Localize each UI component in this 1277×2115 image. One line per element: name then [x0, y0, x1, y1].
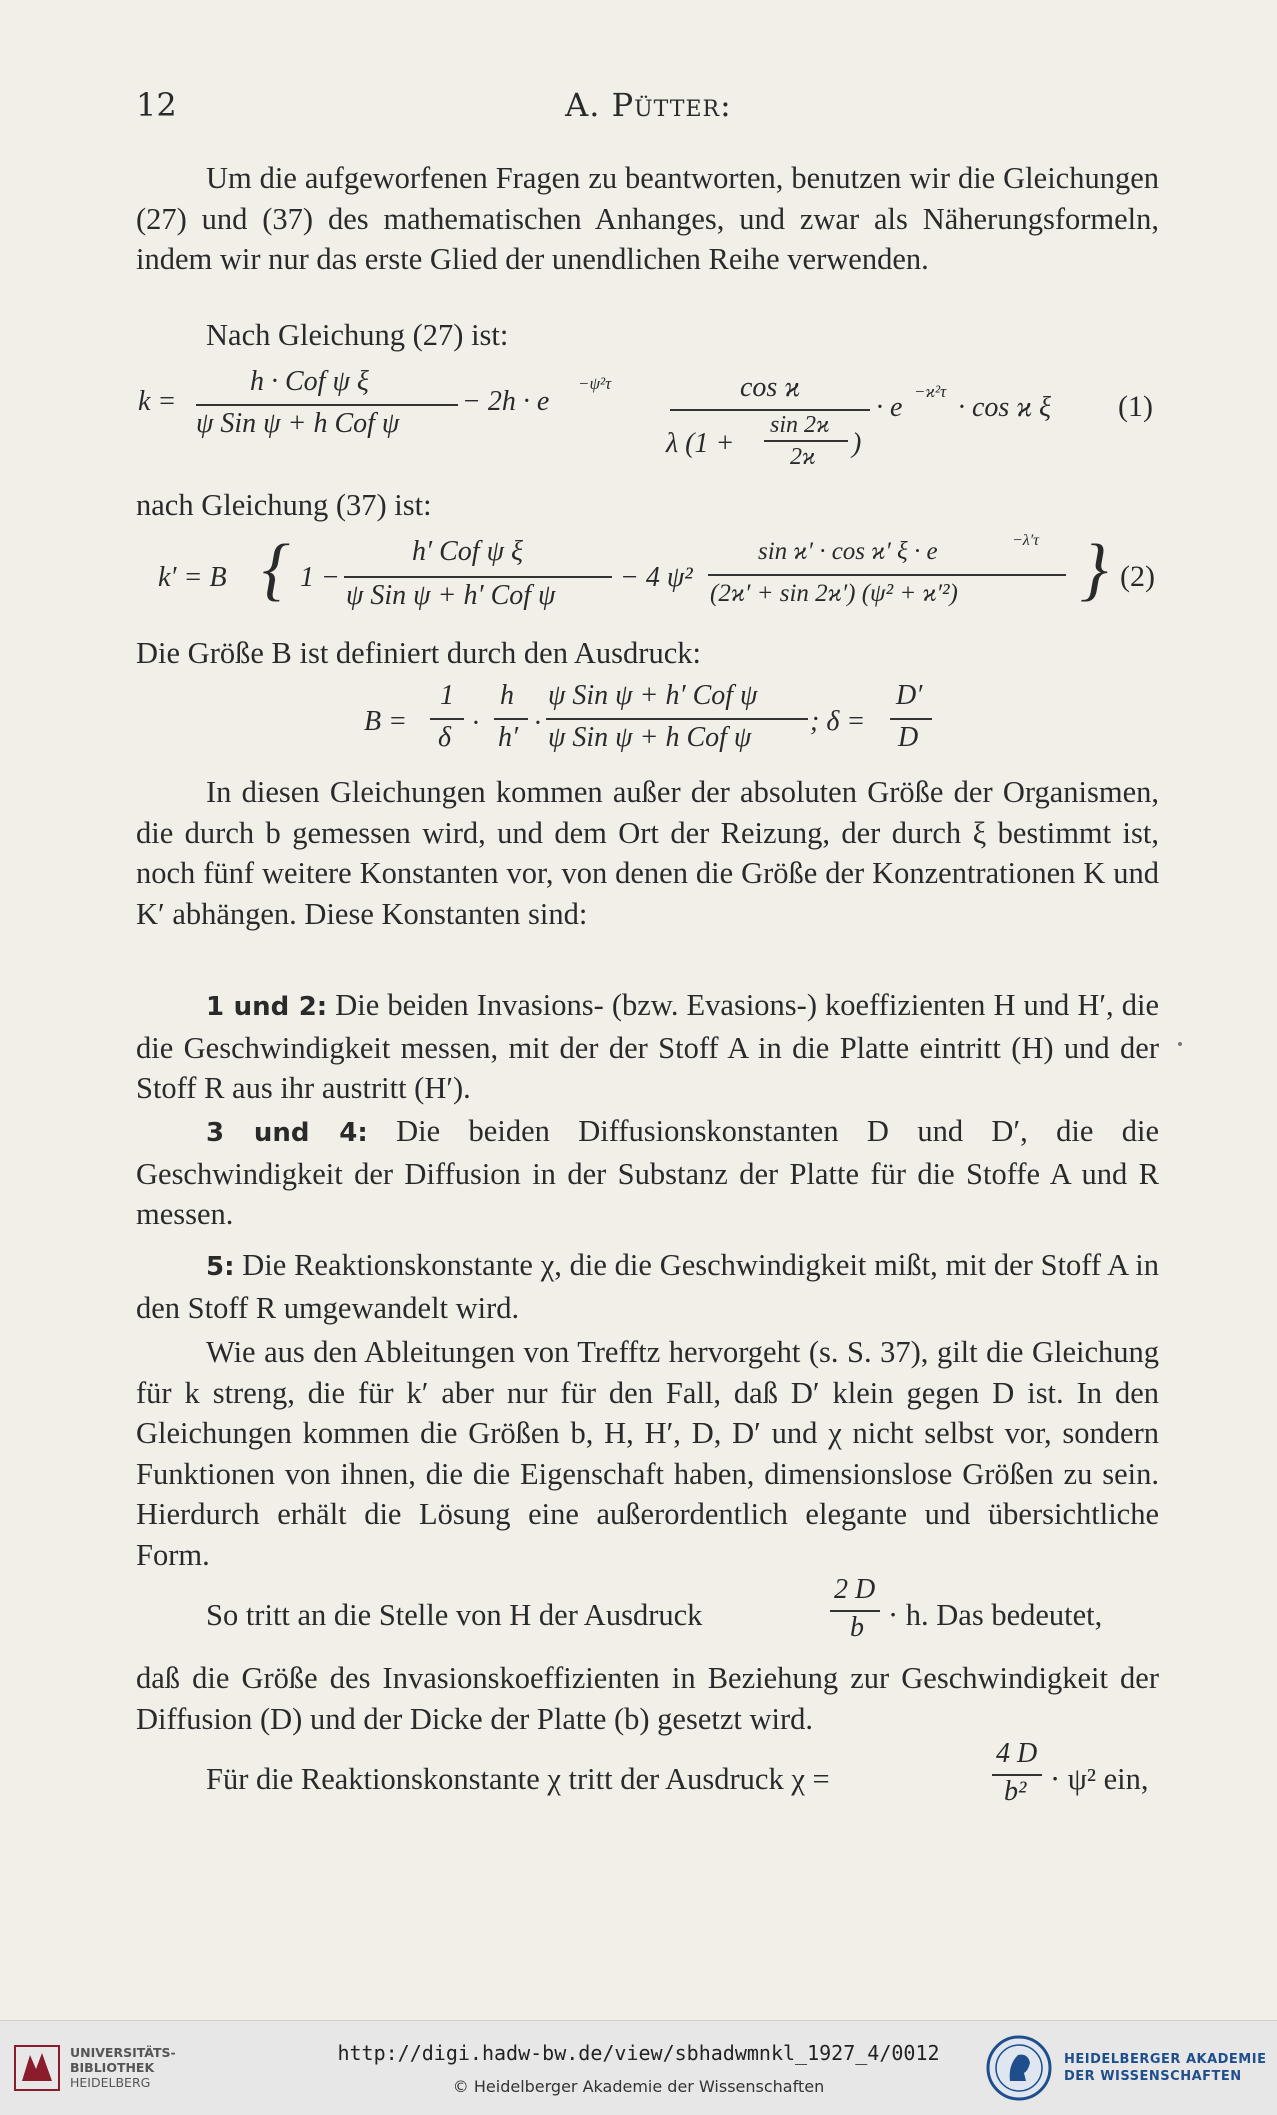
paragraph-gleichung-27: Nach Gleichung (27) ist: [206, 318, 509, 352]
university-line-2: BIBLIOTHEK [70, 2060, 155, 2075]
eq1-den2-den: 2ϰ [790, 444, 816, 470]
eq2-lhs: k′ = B [158, 562, 227, 593]
list-item-text: Die beiden Invasions- (bzw. Evasions-) koeffizienten H und H′, die die Geschwindigkeit messen, mit der der Stoff A in die Platte eintritt (H) und der Stoff R aus ihr austritt (H′). [136, 988, 1159, 1105]
paragraph-H-tail: · h. Das bedeutet, [888, 1598, 1103, 1632]
eq1-mid-exponent: −ψ²τ [578, 374, 612, 393]
frac-chi-denominator: b² [1004, 1776, 1027, 1807]
paragraph-definition-B: Die Größe B ist definiert durch den Ausdruck: [136, 636, 701, 670]
eq1-lhs: k = [138, 386, 177, 417]
academy-name [1064, 2051, 1266, 2085]
equation-number-1: (1) [1118, 390, 1153, 423]
eqB-num2: h [500, 680, 514, 711]
academy-line-2: DER WISSENSCHAFTEN [1064, 2069, 1242, 2084]
eqB-fraction-bar-3 [546, 718, 808, 720]
eq2-den1: ψ Sin ψ + h′ Cof ψ [346, 580, 556, 611]
eqB-dot-1: · [472, 708, 479, 739]
eqB-fraction-bar-2 [494, 718, 528, 720]
eq2-right-brace: } [1080, 531, 1108, 608]
eq1-tail: · e [876, 392, 903, 423]
paragraph-chi-lead: Für die Reaktionskonstante χ tritt der Ausdruck χ = [206, 1762, 830, 1796]
frac-chi-numerator: 4 D [996, 1738, 1038, 1769]
eq2-num2-exponent: −λ′τ [1012, 532, 1039, 549]
eq1-den2-prefix: λ (1 + [666, 428, 735, 459]
eq1-den2-num: sin 2ϰ [770, 412, 830, 438]
eq2-mid: − 4 ψ² [620, 562, 693, 593]
frac-H-numerator: 2 D [834, 1574, 876, 1605]
paragraph-H-rest: daß die Größe des Invasionskoeffizienten in Beziehung zur Geschwindigkeit der Diffusion (D) und der Dicke der Platte (b) gesetzt wird. [136, 1661, 1159, 1736]
eq1-num1: h · Cof ψ ξ [250, 366, 369, 397]
viewer-footer [0, 2020, 1277, 2115]
eq1-fraction-bar-2 [670, 409, 870, 411]
eqB-dot-2: · [534, 708, 541, 739]
paragraph-H-lead: So tritt an die Stelle von H der Ausdruck [206, 1598, 703, 1632]
list-item-lead: 5: [206, 1252, 235, 1282]
university-line-3: HEIDELBERG [70, 2075, 151, 2090]
list-item-text: Die beiden Diffusionskonstanten D und D′, die die Geschwindigkeit der Diffusion in der Substanz der Platte für die Stoffe A und R messen. [136, 1114, 1159, 1231]
eqB-fraction-bar-1 [430, 718, 464, 720]
eq1-tail-exponent: −ϰ²τ [914, 382, 947, 401]
eq2-num2: sin ϰ′ · cos ϰ′ ξ · e [758, 538, 938, 565]
page-number: 12 [136, 86, 177, 124]
list-item-text: Die Reaktionskonstante χ, die die Geschwindigkeit mißt, mit der Stoff A in den Stoff R umgewandelt wird. [136, 1248, 1159, 1325]
paragraph-trefftz: Wie aus den Ableitungen von Trefftz hervorgeht (s. S. 37), gilt die Gleichung für k streng, die für k′ aber nur für den Fall, daß D′ klein gegen D ist. In den Gleichungen kommen die Größen b, H, H′, D, D′ und χ nicht selbst vor, sondern Funktionen von ihnen, die die Eigenschaft haben, dimensionslose Größen zu sein. Hierdurch erhält die Lösung eine außerordentlich elegante und übersichtliche Form. [136, 1335, 1159, 1572]
eq1-mid: − 2h · e [462, 386, 550, 417]
paragraph-intro: Um die aufgeworfenen Fragen zu beantworten, benutzen wir die Gleichungen (27) und (37) des mathematischen Anhanges, und zwar als Näherungsformeln, indem wir nur das erste Glied der unendlichen Reihe verwenden. [136, 161, 1159, 276]
eqB-den2: h′ [498, 722, 519, 753]
eq1-fraction-bar-1 [196, 404, 458, 406]
eqB-fraction-bar-4 [890, 718, 932, 720]
eqB-den4: D [898, 722, 919, 753]
page-header [136, 86, 1161, 126]
list-item-reaktion [136, 1245, 1159, 1328]
university-line-1: UNIVERSITÄTS- [70, 2045, 176, 2060]
academy-seal-icon [986, 2035, 1052, 2101]
eq1-den1: ψ Sin ψ + h Cof ψ [196, 408, 400, 439]
paragraph-konstanten: In diesen Gleichungen kommen außer der absoluten Größe der Organismen, die durch b gemessen wird, und dem Ort der Reizung, der durch ξ bestimmt ist, noch fünf weitere Konstanten vor, von denen die Größe der Konzentrationen K und K′ abhängen. Diese Konstanten sind: [136, 775, 1159, 931]
eqB-lhs: B = [364, 706, 407, 737]
eq1-fraction-bar-3 [764, 440, 848, 442]
eq1-tail2: · cos ϰ ξ [958, 392, 1052, 423]
eqB-den1: δ [438, 722, 452, 753]
eqB-num3: ψ Sin ψ + h′ Cof ψ [548, 680, 758, 711]
equation-number-2: (2) [1120, 560, 1155, 593]
list-item-diffusion [136, 1111, 1159, 1235]
list-item-invasion [136, 985, 1159, 1109]
paragraph-chi-tail: · ψ² ein, [1050, 1762, 1149, 1796]
eqB-den3: ψ Sin ψ + h Cof ψ [548, 722, 752, 753]
paragraph-gleichung-37: nach Gleichung (37) ist: [136, 488, 432, 522]
eq2-fraction-bar-1 [344, 576, 612, 578]
eq2-fraction-bar-2 [708, 574, 1066, 576]
eq2-left-brace: { [262, 531, 290, 608]
frac-H-denominator: b [850, 1612, 864, 1643]
eqB-num4: D′ [896, 680, 923, 711]
eqB-separator: ; δ = [810, 706, 866, 737]
copyright-notice: © Heidelberger Akademie der Wissenschaften [452, 2077, 825, 2096]
eq1-den2-suffix: ) [852, 428, 862, 459]
margin-speck [1178, 1042, 1182, 1046]
document-url-link[interactable]: http://digi.hadw-bw.de/view/sbhadwmnkl_1927_4/0012 [337, 2041, 940, 2065]
eq2-one: 1 − [300, 562, 340, 593]
academy-line-1: HEIDELBERGER AKADEMIE [1064, 2052, 1267, 2067]
list-item-lead: 3 und 4: [206, 1118, 368, 1148]
eq2-den2: (2ϰ′ + sin 2ϰ′) (ψ² + ϰ′²) [710, 580, 958, 607]
eqB-num1: 1 [440, 680, 454, 711]
running-head: A. Pütter: [565, 86, 732, 124]
eq2-num1: h′ Cof ψ ξ [412, 536, 523, 567]
eq1-num2: cos ϰ [740, 372, 801, 403]
list-item-lead: 1 und 2: [206, 992, 328, 1022]
